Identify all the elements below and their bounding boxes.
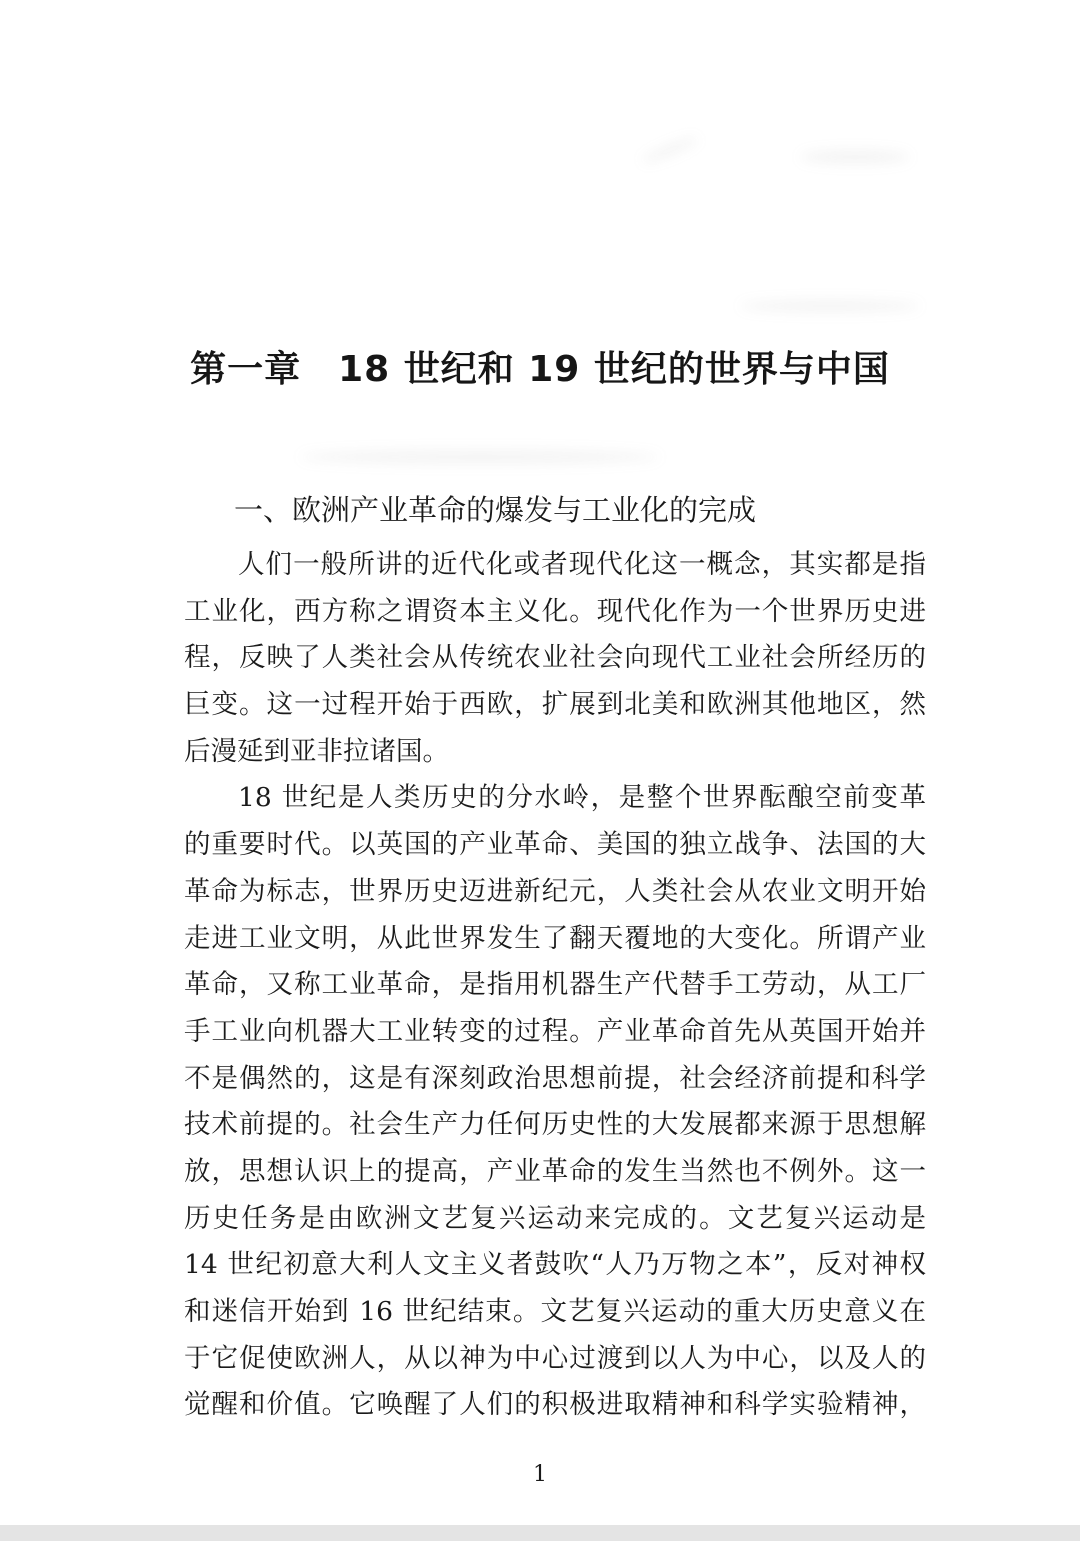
paragraph2-line: 革命，又称工业革命，是指用机器生产代替手工劳动，从工厂 — [184, 969, 926, 1001]
paragraph2-line: 14 世纪初意大利人文主义者鼓吹“人乃万物之本”，反对神权 — [184, 1249, 926, 1281]
paragraph2-line: 历史任务是由欧洲文艺复兴运动来完成的。文艺复兴运动是 — [184, 1202, 926, 1234]
paragraph1-line: 后漫延到亚非拉诸国。 — [184, 735, 449, 767]
paragraph2-line: 和迷信开始到 16 世纪结束。文艺复兴运动的重大历史意义在 — [184, 1296, 926, 1327]
paragraph2-line: 放，思想认识上的提高，产业革命的发生当然也不例外。这一 — [184, 1155, 926, 1187]
scan-smudge — [800, 150, 910, 164]
scan-smudge — [740, 300, 920, 312]
paragraph1-line: 程，反映了人类社会从传统农业社会向现代工业社会所经历的 — [184, 642, 926, 674]
paragraph1-line: 人们一般所讲的近代化或者现代化这一概念，其实都是指 — [238, 549, 926, 580]
paragraph2-line: 不是偶然的，这是有深刻政治思想前提，社会经济前提和科学 — [184, 1062, 926, 1094]
scan-smudge — [300, 450, 660, 464]
paragraph2-line: 于它促使欧洲人，从以神为中心过渡到以人为中心，以及人的 — [184, 1342, 926, 1374]
bottom-margin-strip — [0, 1525, 1080, 1541]
body-text — [184, 542, 926, 1429]
section-heading: 一、欧洲产业革命的爆发与工业化的完成 — [234, 493, 757, 527]
paragraph2-line: 手工业向机器大工业转变的过程。产业革命首先从英国开始并 — [184, 1015, 926, 1047]
scan-smudge — [640, 134, 699, 166]
paragraph2-line: 的重要时代。以英国的产业革命、美国的独立战争、法国的大 — [184, 829, 926, 861]
paragraph1-line: 巨变。这一过程开始于西欧，扩展到北美和欧洲其他地区，然 — [184, 689, 926, 721]
paragraph2-line: 技术前提的。社会生产力任何历史性的大发展都来源于思想解 — [184, 1109, 926, 1141]
paragraph2-line: 觉醒和价值。它唤醒了人们的积极进取精神和科学实验精神， — [184, 1389, 926, 1421]
chapter-title: 第一章 18 世纪和 19 世纪的世界与中国 — [190, 349, 890, 390]
paragraph1-line: 工业化，西方称之谓资本主义化。现代化作为一个世界历史进 — [184, 595, 926, 627]
paragraph2-line: 革命为标志，世界历史迈进新纪元，人类社会从农业文明开始 — [184, 875, 926, 907]
page-number: 1 — [533, 1462, 547, 1487]
paragraph2-line: 走进工业文明，从此世界发生了翻天覆地的大变化。所谓产业 — [184, 922, 926, 954]
paragraph2-line: 18 世纪是人类历史的分水岭，是整个世界酝酿空前变革 — [238, 782, 926, 814]
